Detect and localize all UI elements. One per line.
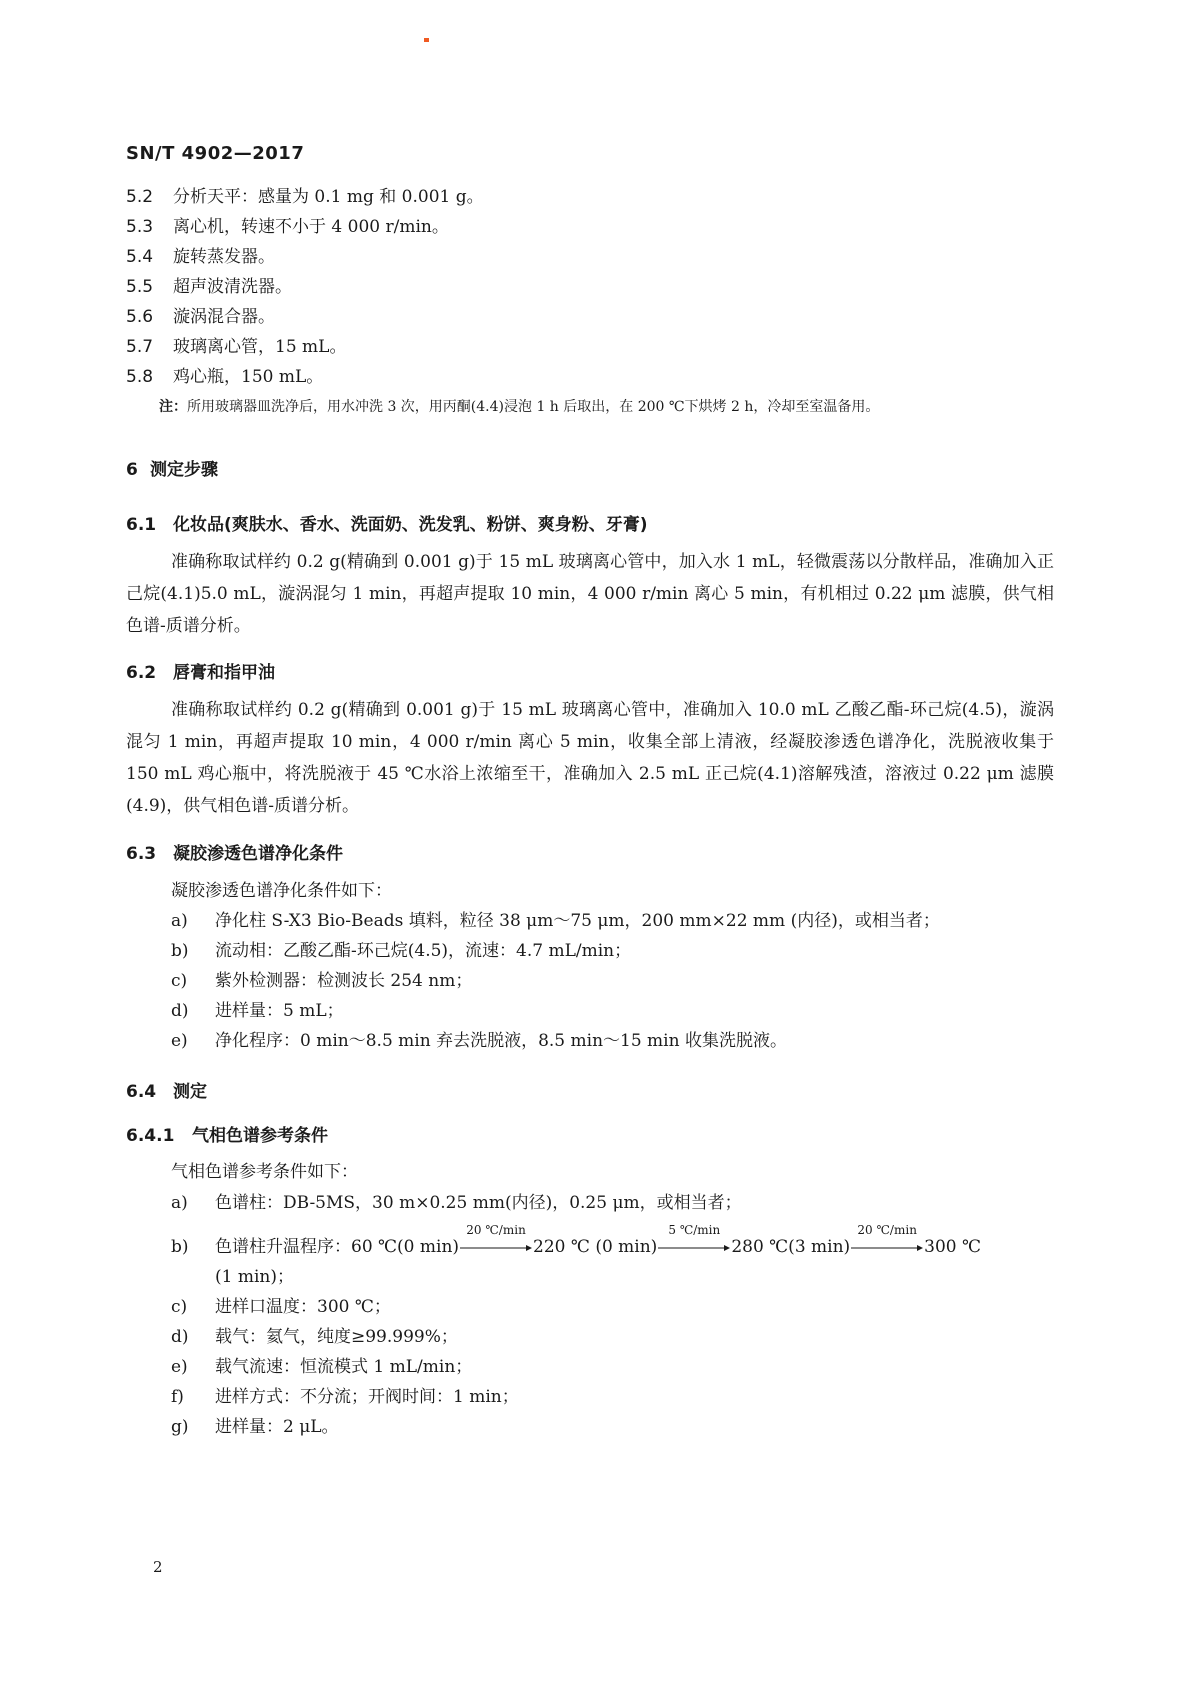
standard-number: SN/T 4902—2017 bbox=[126, 143, 305, 164]
subsection-heading: 6.4.1 气相色谱参考条件 bbox=[126, 1126, 328, 1146]
list-item: 5.5 超声波清洗器。 bbox=[126, 277, 292, 297]
list-item: e) 净化程序：0 min～8.5 min 弃去洗脱液，8.5 min～15 min 收集洗脱液。 bbox=[171, 1031, 787, 1051]
list-item: 5.2 分析天平：感量为 0.1 mg 和 0.001 g。 bbox=[126, 187, 484, 207]
list-item: b) 流动相：乙酸乙酯-环己烷(4.5)，流速：4.7 mL/min； bbox=[171, 941, 632, 961]
subsection-heading: 6.3 凝胶渗透色谱净化条件 bbox=[126, 844, 343, 864]
paragraph: 准确称取试样约 0.2 g(精确到 0.001 g)于 15 mL 玻璃离心管中，加入水 1 mL，轻微震荡以分散样品，准确加入正己烷(4.1)5.0 mL，漩涡混匀 1 min，再超声提取 10 min，4 000 r/min 离心 5 min，有机相过 0.22 μm 滤膜，供气相色谱-质谱分析。 bbox=[126, 552, 1054, 636]
paragraph: 准确称取试样约 0.2 g(精确到 0.001 g)于 15 mL 玻璃离心管中，准确加入 10.0 mL 乙酸乙酯-环己烷(4.5)，漩涡混匀 1 min，再超声提取 10 min，4 000 r/min 离心 5 min，收集全部上清液，经凝胶渗透色谱净化，洗脱液收集于 150 mL 鸡心瓶中，将洗脱液于 45 ℃水浴上浓缩至干，准确加入 2.5 mL 正己烷(4.1)溶解残渣，溶液过 0.22 μm 滤膜(4.9)，供气相色谱-质谱分析。 bbox=[126, 700, 1054, 816]
list-item: e) 载气流速：恒流模式 1 mL/min； bbox=[171, 1357, 473, 1377]
intro-text: 凝胶渗透色谱净化条件如下： bbox=[171, 881, 392, 901]
list-item: f) 进样方式：不分流；开阀时间：1 min； bbox=[171, 1387, 519, 1407]
list-item: g) 进样量：2 μL。 bbox=[171, 1417, 339, 1437]
list-item: 5.4 旋转蒸发器。 bbox=[126, 247, 275, 267]
rate-arrow: 20 ℃/min bbox=[851, 1236, 923, 1258]
subsection-heading: 6.1 化妆品(爽肤水、香水、洗面奶、洗发乳、粉饼、爽身粉、牙膏) bbox=[126, 515, 648, 535]
corner-mark bbox=[424, 38, 429, 42]
note: 注：所用玻璃器皿洗净后，用水冲洗 3 次，用丙酮(4.4)浸泡 1 h 后取出，在 200 ℃下烘烤 2 h，冷却至室温备用。 bbox=[159, 399, 880, 415]
arrow-right-icon bbox=[460, 1243, 532, 1253]
temperature-program-cont: (1 min)； bbox=[215, 1267, 294, 1287]
list-item: 5.6 漩涡混合器。 bbox=[126, 307, 275, 327]
temperature-program: b) 色谱柱升温程序：60 ℃(0 min) 20 ℃/min 220 ℃ (0 min) 5 ℃/min 280 ℃(3 min) 20 ℃/min 300 ℃ bbox=[171, 1223, 982, 1257]
list-item: 5.8 鸡心瓶，150 mL。 bbox=[126, 367, 324, 387]
list-item: 5.7 玻璃离心管，15 mL。 bbox=[126, 337, 347, 357]
arrow-right-icon bbox=[851, 1243, 923, 1253]
list-item: c) 进样口温度：300 ℃； bbox=[171, 1297, 391, 1317]
list-item: d) 载气：氦气，纯度≥99.999%； bbox=[171, 1327, 458, 1347]
list-item: d) 进样量：5 mL； bbox=[171, 1001, 344, 1021]
subsection-heading: 6.4 测定 bbox=[126, 1082, 207, 1102]
arrow-right-icon bbox=[658, 1243, 730, 1253]
rate-arrow: 5 ℃/min bbox=[658, 1236, 730, 1258]
page-number: 2 bbox=[153, 1558, 163, 1576]
list-item: c) 紫外检测器：检测波长 254 nm； bbox=[171, 971, 473, 991]
section-heading: 6 测定步骤 bbox=[126, 460, 218, 480]
subsection-heading: 6.2 唇膏和指甲油 bbox=[126, 663, 275, 683]
intro-text: 气相色谱参考条件如下： bbox=[171, 1162, 358, 1182]
rate-arrow: 20 ℃/min bbox=[460, 1236, 532, 1258]
list-item: a) 色谱柱：DB-5MS，30 m×0.25 mm(内径)，0.25 μm，或相当者； bbox=[171, 1193, 742, 1213]
list-item: a) 净化柱 S-X3 Bio-Beads 填料，粒径 38 μm～75 μm，200 mm×22 mm (内径)，或相当者； bbox=[171, 911, 940, 931]
list-item: 5.3 离心机，转速不小于 4 000 r/min。 bbox=[126, 217, 449, 237]
